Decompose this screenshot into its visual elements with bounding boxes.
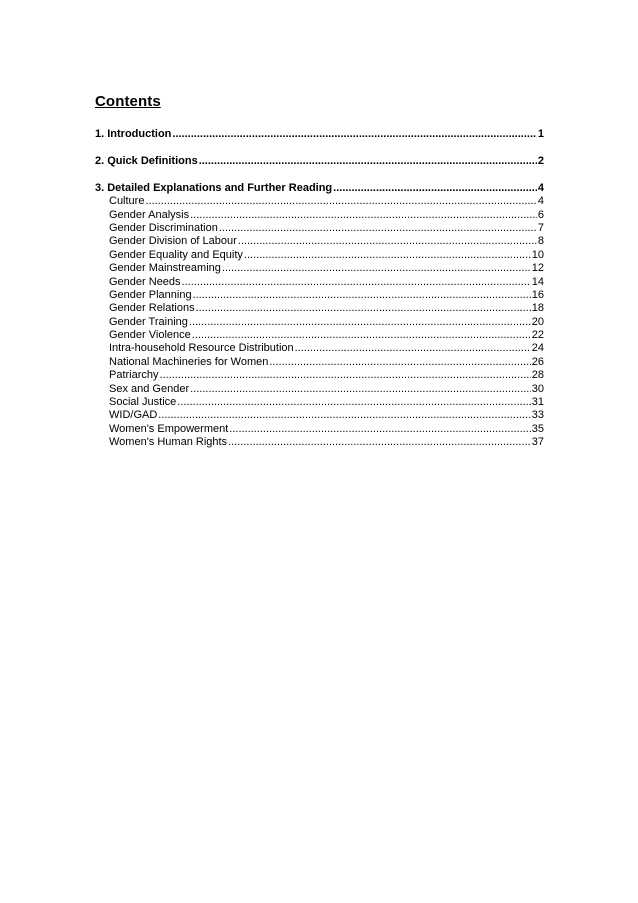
dot-leader	[295, 342, 531, 355]
toc-page-number: 12	[531, 262, 544, 275]
toc-page-number: 4	[537, 181, 544, 194]
dot-leader	[172, 128, 536, 141]
toc-entry-label: Gender Relations	[109, 302, 195, 315]
toc-entry-label: Gender Division of Labour	[109, 235, 237, 248]
dot-leader	[177, 396, 530, 409]
toc-subentry-culture[interactable]	[95, 195, 544, 208]
toc-page-number: 33	[531, 409, 544, 422]
toc-page-number: 30	[531, 382, 544, 395]
toc-page-number: 37	[531, 436, 544, 449]
toc-page-number: 28	[531, 369, 544, 382]
toc-subentry-national-machineries-for-women[interactable]	[95, 356, 544, 369]
toc-entry-label: Gender Discrimination	[109, 221, 218, 234]
toc-entry-label: 2. Quick Definitions	[95, 154, 198, 167]
toc-subentry-gender-planning[interactable]	[95, 289, 544, 302]
toc-entry-label: Gender Analysis	[109, 208, 190, 221]
toc-page-number: 35	[531, 422, 544, 435]
toc-page-number: 1	[537, 128, 544, 140]
toc-page-number: 6	[537, 208, 544, 221]
toc-entry-detailed-explanations[interactable]	[95, 182, 544, 195]
dot-leader	[193, 289, 531, 302]
toc-entry-quick-definitions[interactable]	[95, 155, 544, 168]
dot-leader	[160, 369, 531, 382]
toc-subentry-gender-division-of-labour[interactable]	[95, 235, 544, 248]
toc-entry-label: Culture	[109, 195, 145, 208]
toc-subentry-gender-discrimination[interactable]	[95, 222, 544, 235]
toc-subentry-sex-and-gender[interactable]	[95, 383, 544, 396]
toc-entry-label: Gender Needs	[109, 275, 181, 288]
dot-leader	[190, 383, 531, 396]
toc-subentry-womens-human-rights[interactable]	[95, 436, 544, 449]
toc-page-number: 26	[531, 355, 544, 368]
toc-page-number: 8	[537, 235, 544, 248]
dot-leader	[269, 356, 530, 369]
dot-leader	[189, 316, 531, 329]
toc-entry-label: WID/GAD	[109, 409, 158, 422]
toc-page-number: 2	[537, 154, 544, 167]
toc-subentry-social-justice[interactable]	[95, 396, 544, 409]
dot-leader	[190, 209, 537, 222]
table-of-contents	[95, 128, 544, 450]
dot-leader	[219, 222, 537, 235]
toc-page-number: 7	[537, 221, 544, 234]
contents-heading: Contents	[95, 93, 161, 110]
toc-entry-label: Sex and Gender	[109, 382, 190, 395]
dot-leader	[222, 262, 531, 275]
toc-entry-introduction[interactable]	[95, 128, 544, 141]
toc-entry-label: 1. Introduction	[95, 128, 172, 140]
toc-page-number: 18	[531, 302, 544, 315]
dot-leader	[229, 423, 530, 436]
toc-entry-label: Intra-household Resource Distribution	[109, 342, 294, 355]
toc-page-number: 10	[531, 248, 544, 261]
toc-subentry-intra-household-resource-distribution[interactable]	[95, 342, 544, 355]
dot-leader	[145, 195, 536, 208]
toc-entry-label: Gender Mainstreaming	[109, 262, 221, 275]
toc-entry-label: Gender Planning	[109, 288, 192, 301]
toc-entry-label: National Machineries for Women	[109, 355, 269, 368]
dot-leader	[228, 436, 531, 449]
toc-subentry-gender-training[interactable]	[95, 316, 544, 329]
toc-subentry-gender-needs[interactable]	[95, 276, 544, 289]
toc-entry-label: Patriarchy	[109, 369, 159, 382]
toc-entry-label: Social Justice	[109, 396, 177, 409]
toc-subentry-gender-violence[interactable]	[95, 329, 544, 342]
toc-subentry-gender-relations[interactable]	[95, 302, 544, 315]
toc-page-number: 31	[531, 396, 544, 409]
toc-entry-label: Gender Training	[109, 315, 188, 328]
toc-entry-label: 3. Detailed Explanations and Further Reading	[95, 181, 333, 194]
dot-leader	[244, 249, 531, 262]
toc-subentry-gender-analysis[interactable]	[95, 209, 544, 222]
toc-subentry-gender-mainstreaming[interactable]	[95, 262, 544, 275]
dot-leader	[333, 182, 537, 195]
toc-page-number: 4	[537, 195, 544, 208]
toc-page-number: 16	[531, 288, 544, 301]
dot-leader	[199, 155, 537, 168]
dot-leader	[158, 409, 530, 422]
dot-leader	[238, 235, 537, 248]
toc-page-number: 22	[531, 329, 544, 342]
toc-entry-label: Women's Empowerment	[109, 422, 229, 435]
toc-entry-label: Gender Violence	[109, 329, 191, 342]
toc-entry-label: Gender Equality and Equity	[109, 248, 243, 261]
toc-subentry-gender-equality-and-equity[interactable]	[95, 249, 544, 262]
toc-subentry-wid-gad[interactable]	[95, 409, 544, 422]
toc-page-number: 14	[531, 275, 544, 288]
toc-page-number: 20	[531, 315, 544, 328]
toc-subentry-womens-empowerment[interactable]	[95, 423, 544, 436]
toc-subentry-patriarchy[interactable]	[95, 369, 544, 382]
toc-entry-label: Women's Human Rights	[109, 436, 228, 449]
dot-leader	[182, 276, 531, 289]
toc-page-number: 24	[531, 342, 544, 355]
dot-leader	[196, 302, 531, 315]
dot-leader	[192, 329, 531, 342]
